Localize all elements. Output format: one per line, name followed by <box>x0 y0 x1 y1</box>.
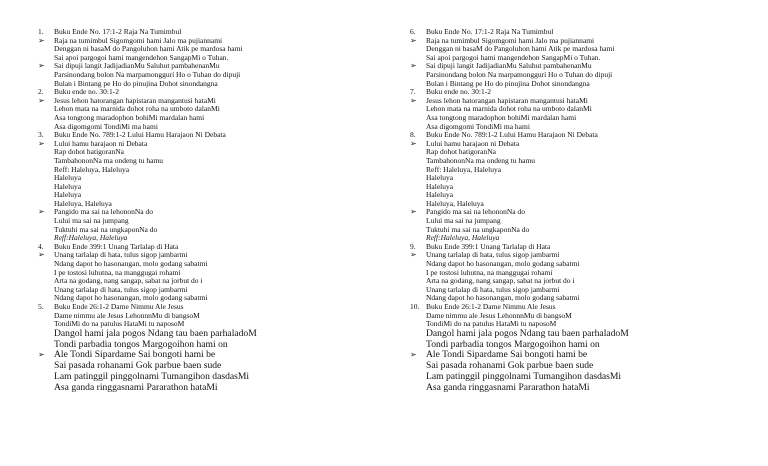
line-text: Lam patinggil pinggolnami Tumangihon dasdasMi <box>426 370 622 382</box>
line-text: Rap dohot hatigoranNa <box>54 147 124 157</box>
list-number: 2. <box>38 87 44 97</box>
line-text: Haleluya, Haleluya <box>54 198 112 208</box>
line-text: Reff:Haleluya, Haleluya <box>54 233 128 243</box>
line-text: Sai dipuji langit JadijadianMu Saluhut pambahenanMu <box>426 61 592 71</box>
line-text: Buku Ende No. 789:1-2 Lului Hamu Harajaon Ni Debata <box>54 130 226 140</box>
list-number: 5. <box>38 302 44 311</box>
line-text: Buku Ende No. 17:1-2 Raja Na Tumimbul <box>54 27 182 36</box>
line-text: Haleluya <box>426 181 454 191</box>
line-text: Raja na tumimbul Sigomgomi hami Jalo ma pujiannami <box>54 35 223 45</box>
list-number: 8. <box>410 130 416 140</box>
right-column <box>410 28 760 394</box>
line-text: I pe tostosi luhutna, na manggugai rohami <box>54 267 181 277</box>
hymn-line <box>38 183 388 192</box>
line-text: Lului ma sai na jumpang <box>54 216 129 226</box>
line-text: Tuktuhi ma sai na ungkaponNa do <box>54 224 158 234</box>
line-text: Arta na godang, nang sangap, sabat na jorbut do i <box>426 276 575 286</box>
line-text: Jesus lehon hatorangan hapistaran mangantusi hataMi <box>426 95 588 105</box>
hymn-line <box>38 174 388 183</box>
line-text: Buku Ende 399:1 Unang Tarlalap di Hata <box>54 241 179 251</box>
line-text: Ndang dapot ho hasonangan, molo godang sabatmi <box>426 293 580 303</box>
line-text: Buku Ende 399:1 Unang Tarlalap di Hata <box>426 241 551 251</box>
line-text: Buku ende no. 30:1-2 <box>54 87 119 97</box>
line-text: Lului hamu harajaon ni Debata <box>426 138 520 148</box>
line-text: Arta na godang, nang sangap, sabat na jorbut do i <box>54 276 203 286</box>
line-text: Lului ma sai na jumpang <box>426 216 501 226</box>
arrow-bullet-icon: ➢ <box>410 350 417 360</box>
line-text: Bulan i Bintang pe Ho do pinujina Dohot sinondangna <box>54 78 218 88</box>
line-text: Dangol hami jala pogos Ndang tau baen parhaladoM <box>426 327 629 339</box>
line-text: Sai pasada rohanami Gok parbue baen sude <box>54 360 222 372</box>
line-text: Reff:Haleluya, Haleluya <box>426 233 500 243</box>
hymn-line <box>410 174 760 183</box>
arrow-bullet-icon: ➢ <box>38 95 45 105</box>
line-text: Asa tongtong maradophon bohiMi mardalan hami <box>426 112 577 122</box>
hymn-line <box>38 166 388 175</box>
list-number: 3. <box>38 130 44 140</box>
line-text: I pe tostosi luhutna, na manggugai rohami <box>426 267 553 277</box>
line-text: Unang tarlalap di hata, tulus sigop jambarmi <box>54 284 188 294</box>
arrow-bullet-icon: ➢ <box>38 35 45 45</box>
line-text: Ndang dapot ho hasonangan, molo godang sabatmi <box>426 259 580 269</box>
left-column <box>38 28 388 394</box>
line-text: Asa ganda ringgasnami Pararathon hataMi <box>426 381 590 393</box>
line-text: Parsinondang bolon Na marpamonggurí Ho o Tuhan do dipuji <box>54 69 241 79</box>
line-text: Lehon mata na marnida dohot roha na umboto dalanMi <box>426 104 592 114</box>
list-number: 7. <box>410 87 416 97</box>
line-text: Buku ende no. 30:1-2 <box>426 87 491 97</box>
line-text: Haleluya <box>426 173 454 183</box>
line-text: TambahononNa ma ondeng tu hamu <box>426 155 536 165</box>
line-text: Bulan i Bintang pe Ho do pinujina Dohot sinondangna <box>426 78 590 88</box>
arrow-bullet-icon: ➢ <box>410 61 417 71</box>
line-text: Unang tarlalap di hata, tulus sigop jambarmi <box>54 250 188 260</box>
line-text: Tondi parbadia tongos Margogoihon hami on <box>426 338 600 350</box>
line-text: Haleluya <box>54 173 82 183</box>
line-text: Ndang dapot ho hasonangan, molo godang sabatmi <box>54 259 208 269</box>
arrow-bullet-icon: ➢ <box>410 138 417 148</box>
arrow-bullet-icon: ➢ <box>410 35 417 45</box>
arrow-bullet-icon: ➢ <box>38 61 45 71</box>
line-text: Dangol hami jala pogos Ndang tau baen parhaladoM <box>54 327 257 339</box>
line-text: Ale Tondi Sipardame Sai bongoti hami be <box>54 349 216 361</box>
line-text: Buku Ende 26:1-2 Dame Nimmu Ale Jesus <box>426 302 556 311</box>
line-text: Reff: Haleluya, Haleluya <box>426 164 502 174</box>
arrow-bullet-icon: ➢ <box>410 250 417 260</box>
hymn-line <box>38 383 388 394</box>
line-text: Haleluya <box>54 181 82 191</box>
line-text: Asa digomgomi TondiMi ma hami <box>426 121 530 131</box>
line-text: Ale Tondi Sipardame Sai bongoti hami be <box>426 349 588 361</box>
line-text: Tondi parbadia tongos Margogoihon hami on <box>54 338 228 350</box>
arrow-bullet-icon: ➢ <box>38 138 45 148</box>
arrow-bullet-icon: ➢ <box>38 250 45 260</box>
line-text: Pangido ma sai na lehononNa do <box>54 207 153 217</box>
list-number: 1. <box>38 27 44 36</box>
line-text: Lehon mata na marnida dohot roha na umboto dalanMi <box>54 104 220 114</box>
hymn-line <box>410 383 760 394</box>
line-text: TondiMi do na patulus HataMi tu naposoM <box>54 319 185 329</box>
line-text: Reff: Haleluya, Haleluya <box>54 164 130 174</box>
line-text: Sai apoi pargogoi hami mangendehon SangapMi o Tuhan. <box>426 52 601 62</box>
line-text: Ndang dapot ho hasonangan, molo godang sabatmi <box>54 293 208 303</box>
line-text: Sai pasada rohanami Gok parbue baen sude <box>426 360 594 372</box>
list-number: 6. <box>410 27 416 36</box>
line-text: Dame nimmu ale Jesus LehonnnMu di bangsoM <box>426 310 572 320</box>
hymn-line <box>410 166 760 175</box>
arrow-bullet-icon: ➢ <box>38 350 45 360</box>
line-text: Lam patinggil pinggolnami Tumangihon dasdasMi <box>54 370 250 382</box>
arrow-bullet-icon: ➢ <box>38 207 45 217</box>
line-text: Asa tongtong maradophon bohiMi mardalan hami <box>54 112 205 122</box>
line-text: Asa digomgomi TondiMi ma hami <box>54 121 158 131</box>
list-number: 4. <box>38 241 44 251</box>
line-text: Rap dohot hatigoranNa <box>426 147 496 157</box>
line-text: TondiMi do na patulus HataMi tu naposoM <box>426 319 557 329</box>
arrow-bullet-icon: ➢ <box>410 95 417 105</box>
line-text: Haleluya <box>426 190 454 200</box>
line-text: Unang tarlalap di hata, tulus sigop jambarmi <box>426 250 560 260</box>
line-text: Raja na tumimbul Sigomgomi hami Jalo ma pujiannami <box>426 35 595 45</box>
line-text: Lului hamu harajaon ni Debata <box>54 138 148 148</box>
line-text: TambahononNa ma ondeng tu hamu <box>54 155 164 165</box>
line-text: Asa ganda ringgasnami Pararathon hataMi <box>54 381 218 393</box>
line-text: Parsinondang bolon Na marpamonggurí Ho o Tuhan do dipuji <box>426 69 613 79</box>
arrow-bullet-icon: ➢ <box>410 207 417 217</box>
line-text: Dame nimmu ale Jesus LehonnnMu di bangsoM <box>54 310 200 320</box>
line-text: Sai dipuji langit JadijadianMu Saluhut pambahenanMu <box>54 61 220 71</box>
line-text: Pangido ma sai na lehononNa do <box>426 207 525 217</box>
line-text: Unang tarlalap di hata, tulus sigop jambarmi <box>426 284 560 294</box>
hymn-line <box>410 183 760 192</box>
line-text: Buku Ende 26:1-2 Dame Nimmu Ale Jesus <box>54 302 184 311</box>
line-text: Jesus lehon hatorangan hapistaran mangantusi hataMi <box>54 95 216 105</box>
list-number: 10. <box>410 302 420 311</box>
line-text: Buku Ende No. 17:1-2 Raja Na Tumimbul <box>426 27 554 36</box>
line-text: Denggan ni basaM do Pangoluhon hami Atik pe mardosa hami <box>426 44 615 54</box>
line-text: Denggan ni basaM do Pangoluhon hami Atik pe mardosa hami <box>54 44 243 54</box>
line-text: Buku Ende No. 789:1-2 Lului Hamu Harajaon Ni Debata <box>426 130 598 140</box>
line-text: Tuktuhi ma sai na ungkaponNa do <box>426 224 530 234</box>
line-text: Haleluya <box>54 190 82 200</box>
line-text: Sai apoi pargogoi hami mangendehon SangapMi o Tuhan. <box>54 52 229 62</box>
list-number: 9. <box>410 241 416 251</box>
line-text: Haleluya, Haleluya <box>426 198 484 208</box>
